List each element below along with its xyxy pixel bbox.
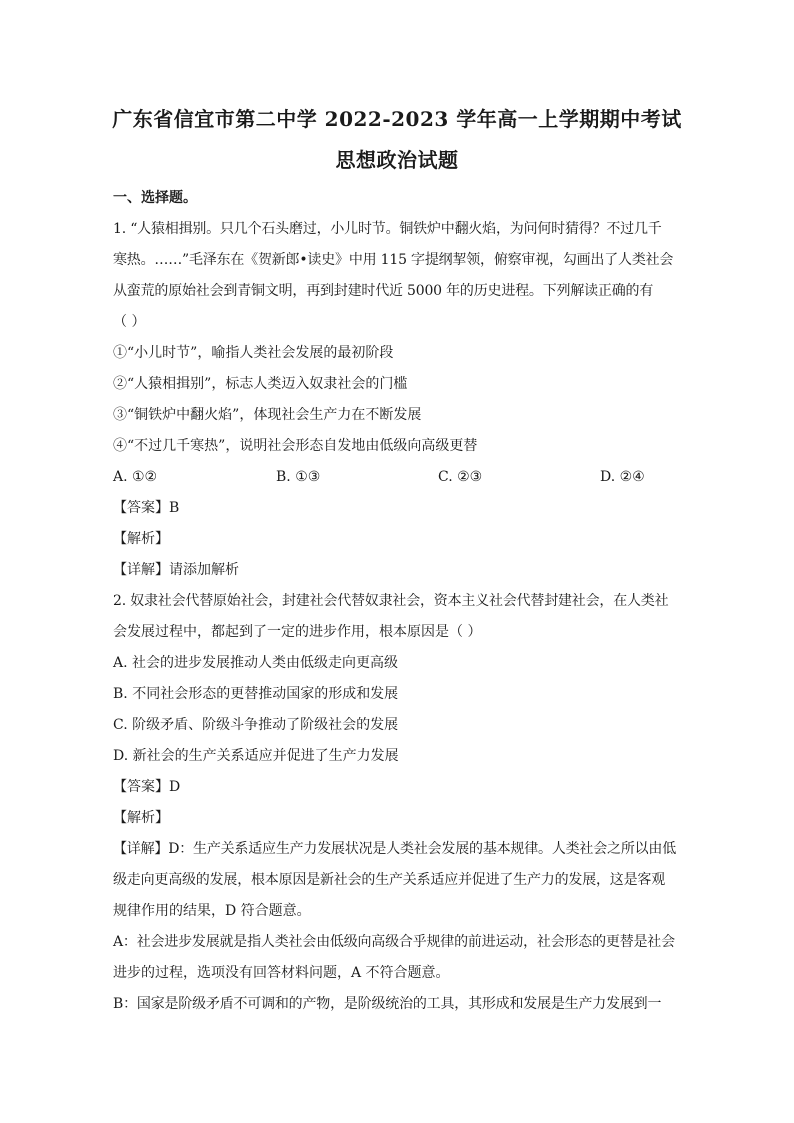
q2-option-d: D. 新社会的生产关系适应并促进了生产力发展: [113, 748, 399, 764]
q2-detail-line: 进步的过程，选项没有回答材料问题，A 不符合题意。: [113, 965, 450, 981]
q2-option-b: B. 不同社会形态的更替推动国家的形成和发展: [113, 686, 399, 702]
page-subtitle: 思想政治试题: [335, 148, 459, 172]
q1-stem-line: 1. “人猿相揖别。只几个石头磨过，小儿时节。铜铁炉中翻火焰，为问何时猜得？不过几千: [113, 221, 662, 237]
q2-detail-line: A：社会进步发展就是指人类社会由低级向高级合乎规律的前进运动，社会形态的更替是社会: [113, 934, 675, 950]
q2-detail-line: 【详解】D：生产关系适应生产力发展状况是人类社会发展的基本规律。人类社会之所以由低: [113, 841, 677, 857]
q2-answer: 【答案】D: [113, 779, 181, 795]
q2-option-c: C. 阶级矛盾、阶级斗争推动了阶级社会的发展: [113, 717, 399, 733]
q1-option-c: C. ②③: [438, 469, 483, 485]
q1-statement: ③“铜铁炉中翻火焰”，体现社会生产力在不断发展: [113, 407, 422, 423]
section-heading: 一、选择题。: [113, 190, 197, 206]
q1-option-b: B. ①③: [276, 469, 321, 485]
q1-stem-line: 从蛮荒的原始社会到青铜文明，再到封建时代近 5000 年的历史进程。下列解读正确的有: [113, 283, 654, 299]
q2-detail-line: B：国家是阶级矛盾不可调和的产物，是阶级统治的工具，其形成和发展是生产力发展到一: [113, 996, 662, 1012]
q2-stem-line: 2. 奴隶社会代替原始社会，封建社会代替奴隶社会，资本主义社会代替封建社会，在人类社: [113, 593, 669, 609]
q2-option-a: A. 社会的进步发展推动人类由低级走向更高级: [113, 655, 399, 671]
page-title: 广东省信宜市第二中学 2022-2023 学年高一上学期期中考试: [112, 107, 682, 131]
q1-stem-line: 寒热。……”毛泽东在《贺新郎•读史》中用 115 字提纲挈领，俯察审视，勾画出了人类社会: [113, 252, 674, 268]
q1-option-d: D. ②④: [600, 469, 645, 485]
q1-statement: ①“小儿时节”，喻指人类社会发展的最初阶段: [113, 345, 394, 361]
q2-analysis-label: 【解析】: [113, 810, 169, 826]
q2-stem-line: 会发展过程中，都起到了一定的进步作用，根本原因是（ ）: [113, 624, 482, 640]
q1-answer-blank: （ ）: [113, 314, 146, 330]
q1-statement: ④“不过几千寒热”，说明社会形态自发地由低级向高级更替: [113, 438, 478, 454]
q1-option-a: A. ①②: [113, 469, 158, 485]
q2-detail-line: 级走向更高级的发展，根本原因是新社会的生产关系适应并促进了生产力的发展，这是客观: [113, 872, 665, 888]
q1-statement: ②“人猿相揖别”，标志人类迈入奴隶社会的门槛: [113, 376, 408, 392]
q1-detail: 【详解】请添加解析: [113, 562, 239, 578]
q2-detail-line: 规律作用的结果，D 符合题意。: [113, 903, 311, 919]
q1-analysis-label: 【解析】: [113, 531, 169, 547]
q1-answer: 【答案】B: [113, 500, 180, 516]
